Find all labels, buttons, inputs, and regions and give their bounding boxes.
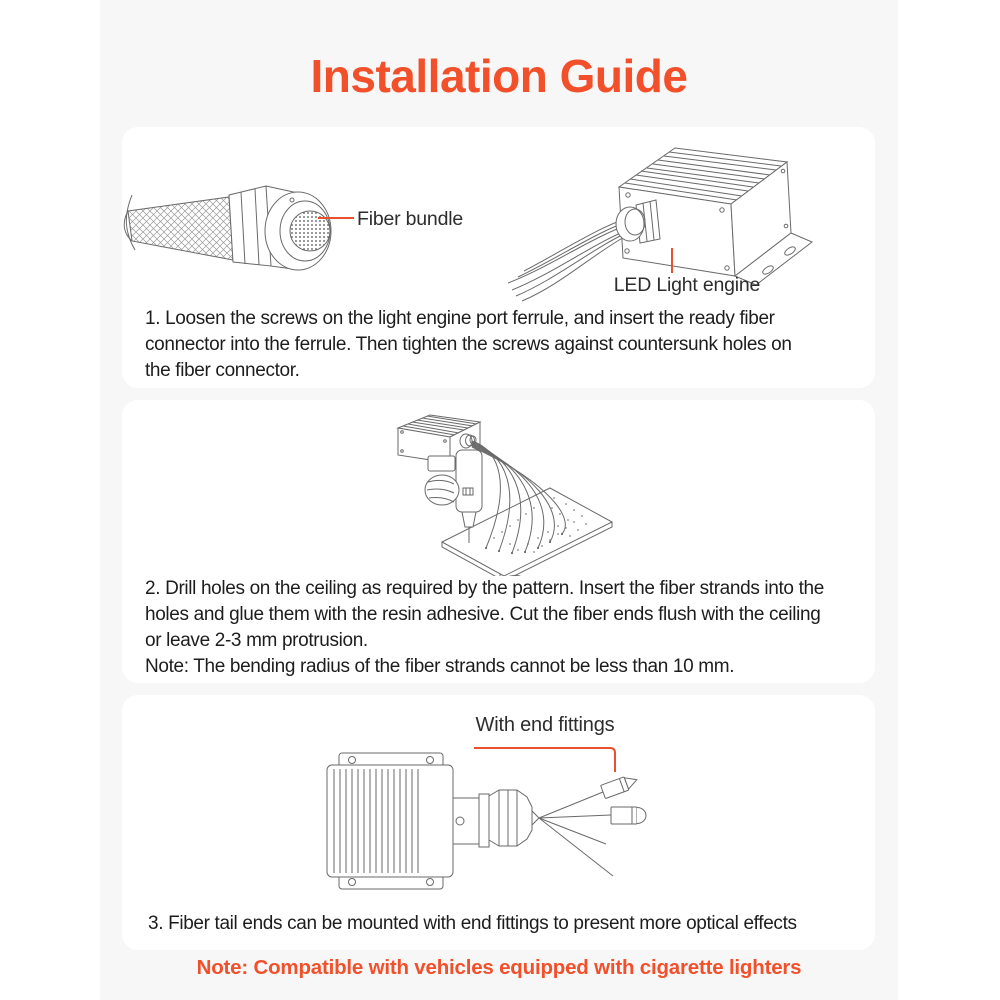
end-fitting-dome [611,807,646,824]
step-3-line-1: 3. Fiber tail ends can be mounted with end fittings to present more optical effects [148,913,797,934]
end-fitting-crystal [601,773,640,798]
page-title: Installation Guide [310,50,688,102]
step-3-text [148,911,865,937]
drill-ceiling-drawing [398,415,612,576]
led-light-engine-label: LED Light engine [613,274,761,296]
step-1-card [122,127,875,388]
with-end-fittings-label: With end fittings [475,714,615,736]
step-1-line-2: connector into the ferrule. Then tighten the screws against countersunk holes on [145,334,792,355]
step-2-illustration [122,400,875,576]
step-1-text [145,306,865,384]
end-fittings-drawing [327,753,646,889]
end-fittings-callout-line [474,748,615,772]
fiber-bundle-label: Fiber bundle [357,208,464,230]
step-1-line-1: 1. Loosen the screws on the light engine port ferrule, and insert the ready fiber [145,308,775,329]
step-1-line-3: the fiber connector. [145,360,300,381]
compatibility-note: Note: Compatible with vehicles equipped with cigarette lighters [196,956,802,979]
step-3-card [122,695,875,950]
step-2-line-2: holes and glue them with the resin adhesive. Cut the fiber ends flush with the ceiling [145,604,821,625]
step-2-note-line: Note: The bending radius of the fiber strands cannot be less than 10 mm. [145,656,735,677]
step-1-illustration [122,127,875,302]
content-area [100,0,898,1000]
step-2-text [145,576,865,680]
step-2-line-1: 2. Drill holes on the ceiling as required by the pattern. Insert the fiber strands into the [145,578,824,599]
step-2-line-3: or leave 2-3 mm protrusion. [145,630,368,651]
fiber-bundle-drawing [124,186,331,270]
step-2-card [122,400,875,683]
